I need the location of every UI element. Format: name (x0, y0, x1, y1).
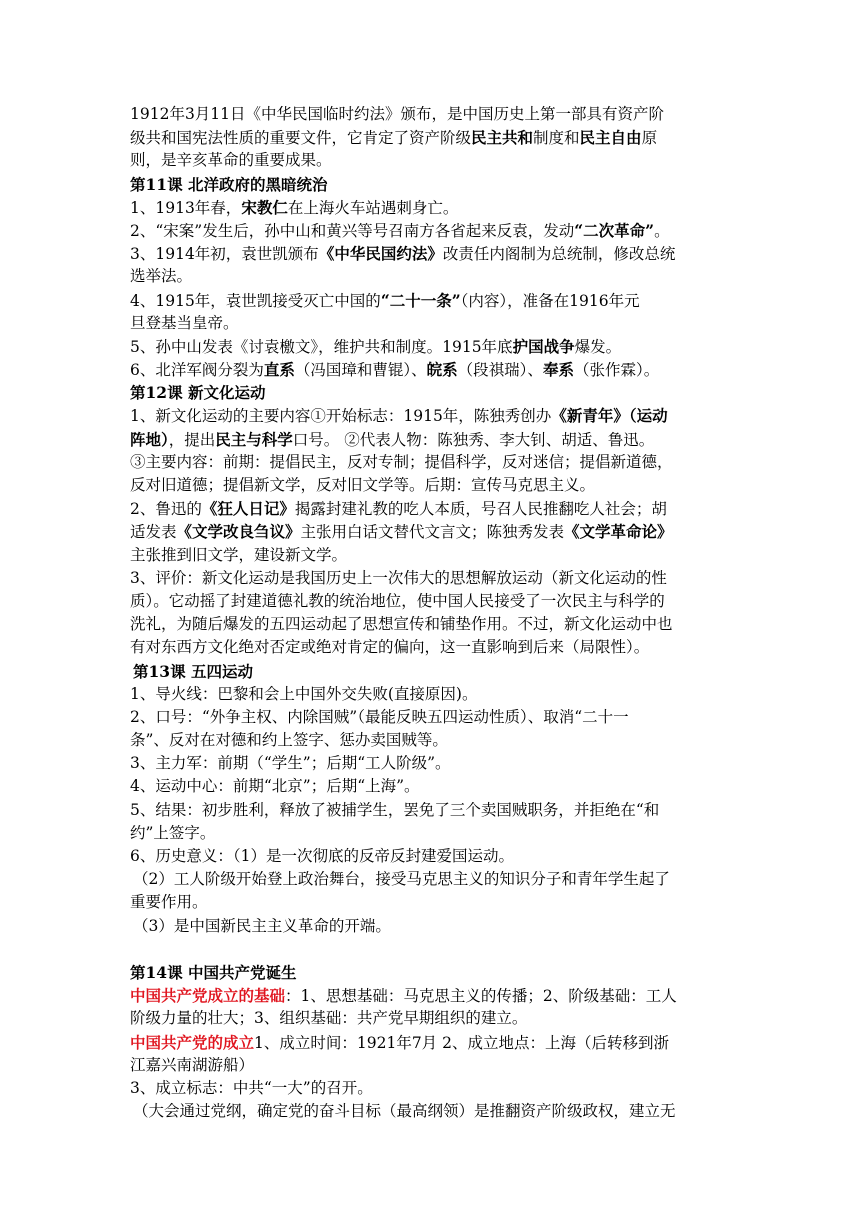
text-line (130, 474, 732, 497)
highlighted-heading: 中国共产党成立的基础 (130, 986, 286, 1006)
text-line (130, 636, 732, 659)
text-segment: 揭露封建礼教的吃人本质，号召人民推翻吃人社会；胡 (294, 500, 667, 519)
text-segment: 2、“宋案”发生后，孙中山和黄兴等号召南方各省起来反袁，发动 (130, 221, 575, 240)
text-segment: 改责任内阁制为总统制，修改总统 (442, 245, 676, 264)
text-segment: 爆发。 (574, 337, 622, 356)
text-segment: 6、历史意义：（1）是一次彻底的反帝反封建爱国运动。 (130, 847, 514, 865)
blank-line (130, 938, 732, 961)
text-line (130, 381, 732, 404)
text-line (130, 173, 732, 196)
text-line (130, 752, 732, 775)
text-segment: 4、运动中心：前期“北京”；后期“上海”。 (130, 777, 420, 796)
text-segment: 主张用白话文替代文言文；陈独秀发表 (300, 523, 565, 542)
text-line (130, 660, 732, 683)
text-segment: 2、鲁迅的 (130, 500, 202, 519)
text-line (130, 196, 732, 219)
text-segment: （冯国璋和曹锟）、 (294, 361, 427, 380)
text-line (130, 868, 732, 891)
text-line (130, 729, 732, 752)
bold-text: 奉系 (542, 360, 574, 380)
text-segment: 约”上签字。 (130, 823, 216, 842)
text-line (130, 891, 732, 914)
text-segment: 重要作用。 (130, 893, 208, 912)
text-line (130, 451, 732, 474)
bold-text: 民主共和 (471, 128, 534, 148)
text-line (130, 497, 732, 520)
text-segment: 江嘉兴南湖游船） (130, 1055, 255, 1074)
text-segment: 旦登基当皇帝。 (130, 313, 239, 332)
text-segment: 3、评价：新文化运动是我国历史上一次伟大的思想解放运动（新文化运动的性 (130, 568, 667, 587)
text-line (130, 822, 732, 845)
text-segment: 5、结果：初步胜利，释放了被捕学生，罢免了三个卖国贼职务，并拒绝在“和 (130, 800, 660, 819)
text-line (130, 312, 732, 335)
text-line (130, 984, 732, 1007)
text-line (130, 915, 732, 938)
bold-text: 第12课 新文化运动 (130, 383, 266, 403)
text-segment: 1、新文化运动的主要内容①开始标志：1915年，陈独秀创办 (130, 407, 552, 426)
text-segment: 口号。 ②代表人物：陈独秀、李大钊、胡适、鲁迅。 (292, 430, 655, 449)
text-segment: 5、孙中山发表《讨袁檄文》，维护共和制度。1915年底 (130, 337, 513, 356)
text-segment: （段祺瑞）、 (457, 361, 543, 380)
text-segment: 级共和国宪法性质的重要文件，它肯定了资产阶级 (130, 129, 472, 148)
text-segment: 3、主力军：前期（“学生”；后期“工人阶级”。 (130, 754, 451, 773)
text-segment: 在上海火车站遇刺身亡。 (287, 198, 459, 217)
text-segment: 1、1913年春， (130, 198, 242, 217)
text-line (130, 149, 732, 172)
text-segment: （内容），准备在1916年元 (460, 291, 640, 310)
text-segment: （大会通过党纲，确定党的奋斗目标（最高纲领）是推翻资产阶级政权，建立无 (133, 1102, 676, 1121)
text-segment: 6、北洋军阀分裂为 (130, 361, 264, 380)
bold-text: “二次革命” (574, 220, 655, 240)
text-segment: 3、成立标志：中共“一大”的召开。 (130, 1078, 373, 1097)
text-segment: 质）。它动摇了封建道德礼教的统治地位，使中国人民接受了一次民主与科学的 (130, 591, 665, 610)
text-segment: 洗礼，为随后爆发的五四运动起了思想宣传和铺垫作用。不过，新文化运动中也 (130, 615, 673, 634)
text-line (130, 126, 732, 149)
text-line (130, 845, 732, 868)
text-segment: 2、口号：“外争主权、内除国贼”（最能反映五四运动性质）、取消“二十一 (130, 707, 629, 726)
text-segment: 原 (641, 129, 658, 148)
text-segment: 选举法。 (130, 267, 193, 286)
text-line (130, 404, 732, 427)
text-line (130, 219, 732, 242)
bold-text: 皖系 (426, 360, 458, 380)
text-segment: 。 (654, 221, 670, 240)
text-line (130, 590, 732, 613)
text-line (130, 1100, 732, 1123)
highlighted-heading: 中国共产党的成立 (130, 1032, 255, 1052)
text-segment: 1912年3月11日《中华民国临时约法》颁布，是中国历史上第一部具有资产阶 (130, 105, 665, 123)
bold-text: 阵地） (130, 429, 169, 449)
text-segment: 适发表 (130, 523, 177, 542)
text-line (130, 775, 732, 798)
text-segment: 主张推到旧文学，建设新文学。 (130, 545, 348, 564)
bold-text: 《狂人日记》 (201, 499, 295, 519)
text-segment: 1、成立时间：1921年7月 2、成立地点：上海（后转移到浙 (254, 1033, 669, 1052)
bold-text: 第14课 中国共产党诞生 (130, 962, 297, 982)
text-segment: 阶级力量的壮大；3、组织基础：共产党早期组织的建立。 (130, 1009, 528, 1028)
text-line (130, 1007, 732, 1030)
text-segment: 反对旧道德；提倡新文学，反对旧文学等。后期：宣传马克思主义。 (130, 476, 596, 494)
text-segment: 条”、反对在对德和约上签字、惩办卖国贼等。 (130, 731, 448, 750)
bold-text: 民主与科学 (215, 429, 293, 449)
text-segment: （3）是中国新民主主义革命的开端。 (133, 916, 391, 935)
text-line (130, 544, 732, 567)
text-segment: 有对东西方文化绝对否定或绝对肯定的偏向，这一直影响到后来（局限性）。 (130, 638, 650, 657)
text-segment: 制度和 (533, 129, 580, 148)
bold-text: 第13课 五四运动 (133, 661, 253, 681)
text-segment: 1、导火线：巴黎和会上中国外交失败(直接原因)。 (130, 684, 478, 703)
text-segment: （张作霖）。 (573, 361, 660, 380)
text-line (130, 567, 732, 590)
text-line (130, 706, 732, 729)
text-segment: 则，是辛亥革命的重要成果。 (130, 151, 332, 170)
text-line (130, 1054, 732, 1077)
bold-text: 民主自由 (579, 128, 642, 148)
text-line (130, 613, 732, 636)
text-line (130, 683, 732, 706)
text-line (130, 961, 732, 984)
text-line (130, 289, 732, 312)
bold-text: 第11课 北洋政府的黑暗统治 (130, 174, 328, 194)
text-line (130, 242, 732, 265)
bold-text: “二十一条” (380, 290, 461, 310)
text-line (130, 799, 732, 822)
text-line (130, 265, 732, 288)
text-line (130, 1031, 732, 1054)
bold-text: 《中华民国约法》 (318, 244, 443, 264)
text-line (130, 358, 732, 381)
bold-text: 《文学革命论》 (564, 522, 673, 542)
bold-text: 《新青年》（运动 (551, 406, 668, 426)
text-segment: （2）工人阶级开始登上政治舞台，接受马克思主义的知识分子和青年学生起了 (133, 870, 670, 889)
bold-text: 《文学改良刍议》 (176, 522, 301, 542)
text-segment: 4、1915年，袁世凯接受灭亡中国的 (130, 291, 381, 310)
text-segment: ，提出 (168, 430, 216, 449)
text-line (130, 428, 732, 451)
text-segment: ③主要内容：前期：提倡民主，反对专制；提倡科学，反对迷信；提倡新道德， (130, 452, 673, 471)
bold-text: 直系 (263, 360, 295, 380)
text-line (130, 103, 732, 126)
bold-text: 护国战争 (512, 336, 575, 356)
text-segment: ：1、思想基础：马克思主义的传播；2、阶级基础：工人 (285, 987, 677, 1006)
text-segment: 3、1914年初，袁世凯颁布 (130, 245, 319, 264)
text-line (130, 1077, 732, 1100)
bold-text: 宋教仁 (241, 197, 288, 217)
text-line (130, 335, 732, 358)
document-body (130, 103, 732, 1123)
text-line (130, 520, 732, 543)
